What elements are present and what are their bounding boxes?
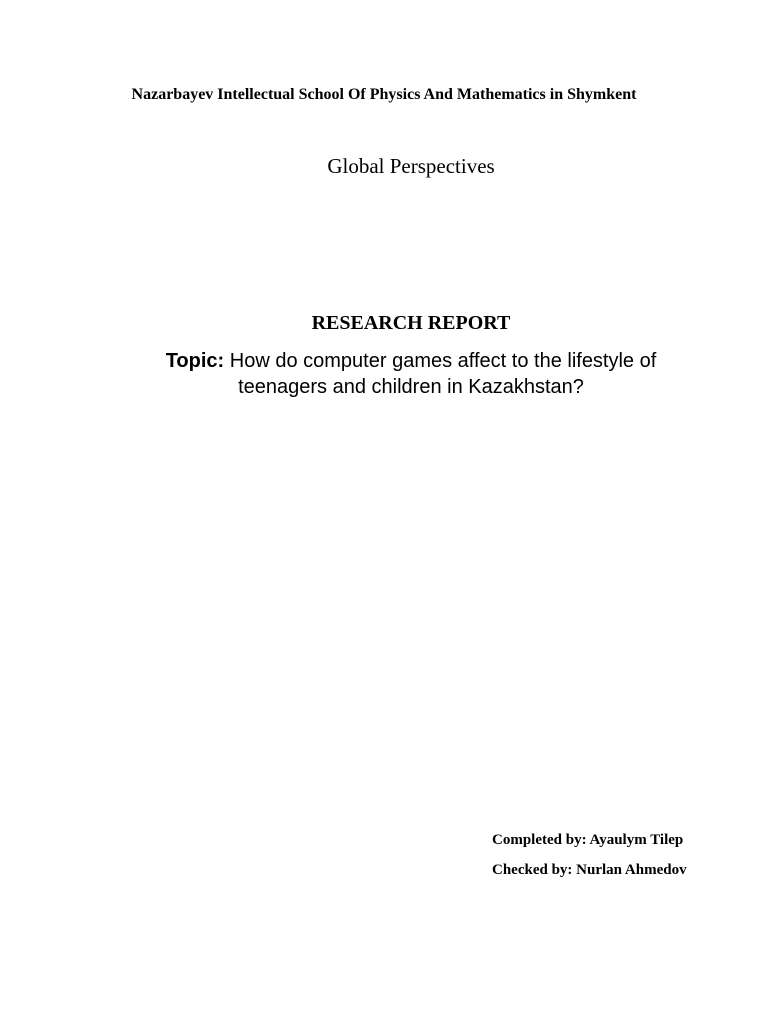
report-heading: RESEARCH REPORT [311, 312, 511, 334]
completed-by: Completed by: Ayaulym Tilep [492, 832, 684, 848]
topic-label: Topic: [165, 350, 225, 372]
topic-text-line1: How do computer games affect to the lifestyle of [229, 350, 657, 372]
school-name: Nazarbayev Intellectual School Of Physics And Mathematics in Shymkent [131, 86, 637, 103]
subject-title: Global Perspectives [327, 154, 495, 178]
topic-block [130, 348, 692, 400]
topic-text-line2: teenagers and children in Kazakhstan? [238, 376, 584, 398]
checked-by: Checked by: Nurlan Ahmedov [492, 862, 687, 878]
